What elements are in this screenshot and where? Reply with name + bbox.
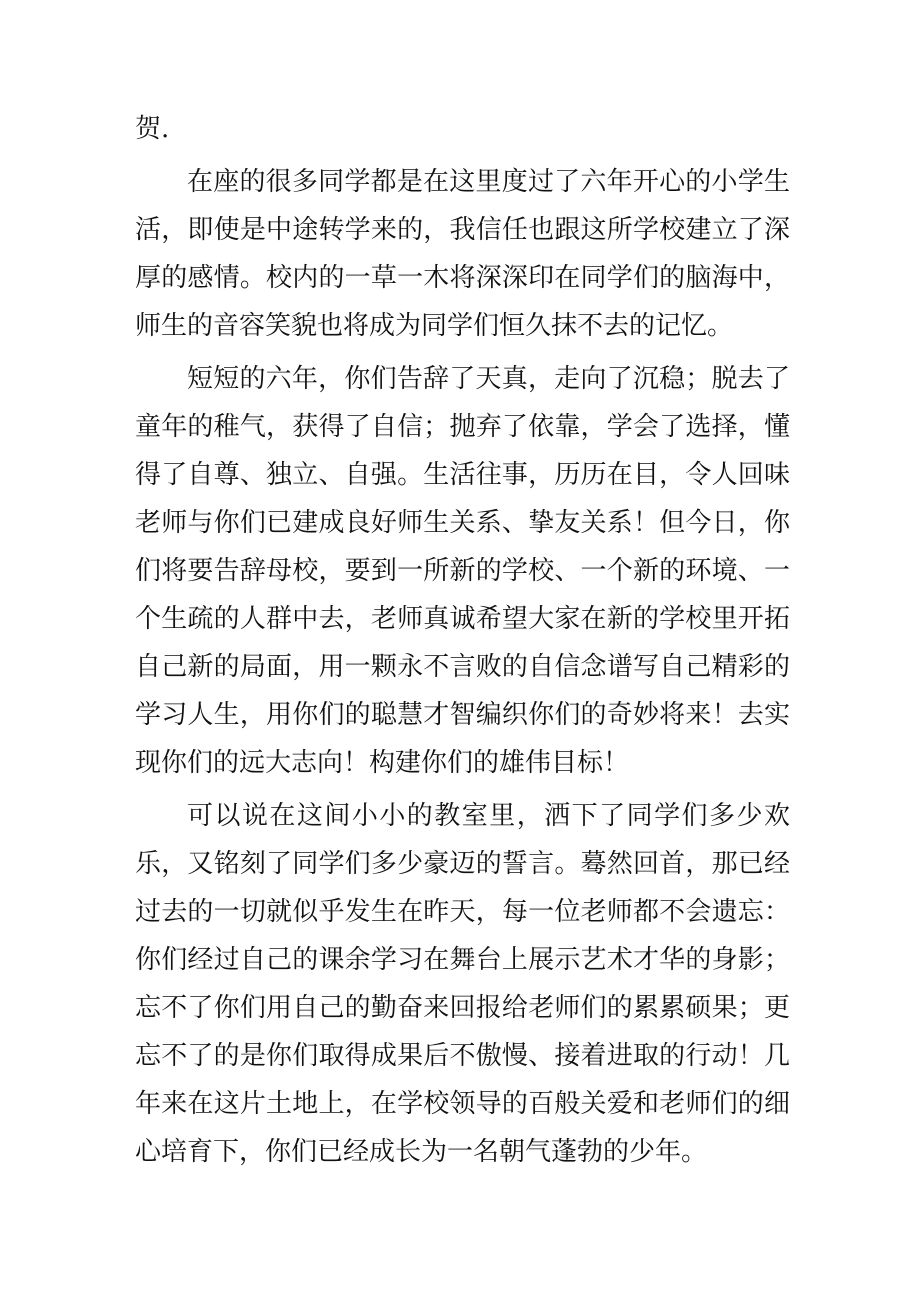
paragraph-1: 贺. bbox=[135, 114, 170, 144]
paragraph-2: 在座的很多同学都是在这里度过了六年开心的小学生活，即使是中途转学来的，我信任也跟这所学校建立了深厚的感情。校内的一草一木将深深印在同学们的脑海中，师生的音容笑貌也将成为同学们恒久抹不去的记忆。 bbox=[135, 167, 790, 341]
paragraph-4: 可以说在这间小小的教室里，洒下了同学们多少欢乐，又铭刻了同学们多少豪迈的誓言。蓦然回首，那已经过去的一切就似乎发生在昨天，每一位老师都不会遗忘：你们经过自己的课余学习在舞台上展示艺术才华的身影；忘不了你们用自己的勤奋来回报给老师们的累累硕果；更忘不了的是你们取得成果后不傲慢、接着进取的行动！几年来在这片土地上，在学校领导的百般关爱和老师们的细心培育下，你们已经成长为一名朝气蓬勃的少年。 bbox=[135, 801, 790, 1167]
paragraph-3: 短短的六年，你们告辞了天真，走向了沉稳；脱去了童年的稚气，获得了自信；抛弃了依靠，学会了选择，懂得了自尊、独立、自强。生活往事，历历在目，令人回味老师与你们已建成良好师生关系、挚友关系！但今日，你们将要告辞母校，要到一所新的学校、一个新的环境、一个生疏的人群中去，老师真诚希望大家在新的学校里开拓自己新的局面，用一颗永不言败的自信念谱写自己精彩的学习人生，用你们的聪慧才智编织你们的奇妙将来！去实现你们的远大志向！构建你们的雄伟目标！ bbox=[135, 364, 790, 778]
